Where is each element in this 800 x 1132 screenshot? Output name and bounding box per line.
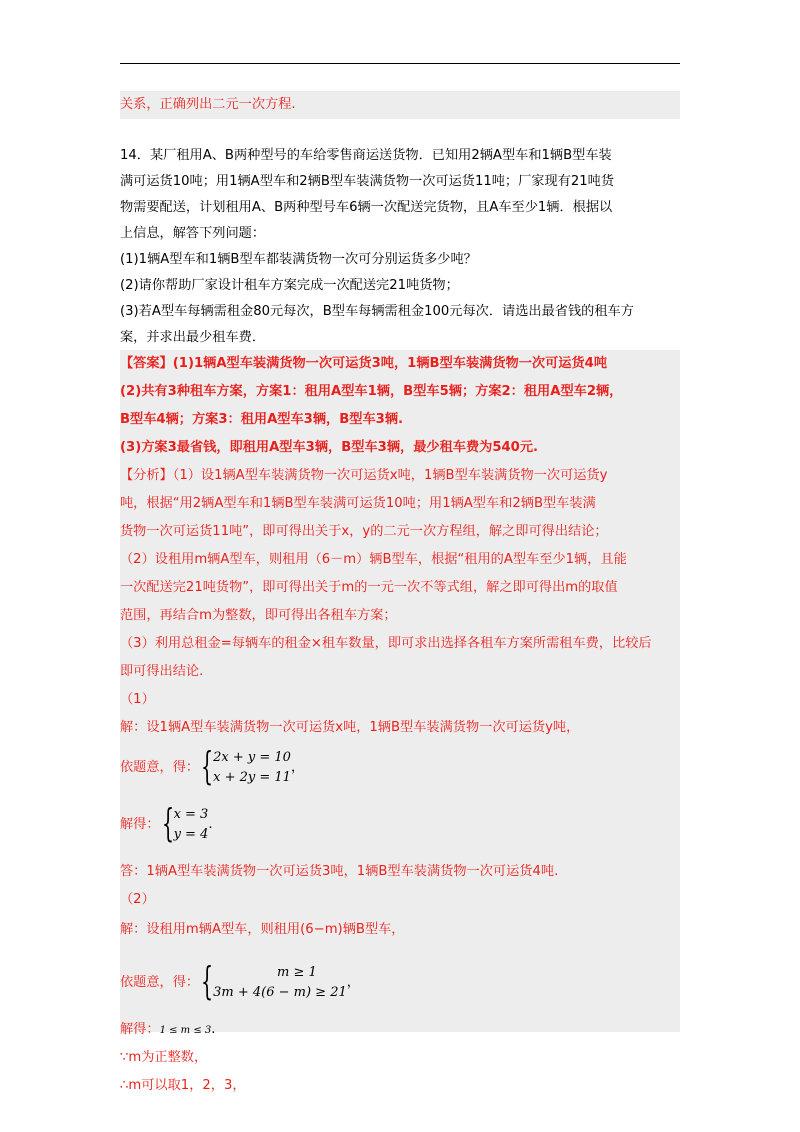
solution-area [120,350,680,1093]
answer-line-1: 【答案】(1)1辆A型车装满货物一次可运货3吨，1辆B型车装满货物一次可运货4吨 [120,356,608,371]
solution-x: x = 3 [173,807,209,822]
solve-range-row: 解得：1 ≤ m ≤ 3. [120,1022,216,1037]
solution-y: y = 4 [173,827,209,842]
inequality-system [201,959,347,1003]
problem-statement [120,143,680,351]
part-1-label: （1） [120,692,155,707]
header-rule [120,63,680,64]
problem-line-4: 上信息，解答下列问题： [120,226,266,241]
continuation-block [120,91,680,119]
problem-line-3: 物需要配送，计划租用A、B两种型号车6辆一次配送完货物，且A车至少1辆．根据以 [120,200,613,215]
answer-section [120,350,680,462]
question-3-line-1: (3)若A型车每辆需租金80元每次，B型车每辆需租金100元每次．请选出最省钱的租车方 [120,304,634,319]
left-brace: { [161,801,174,845]
continuation-text: 关系，正确列出二元一次方程. [120,97,296,112]
analysis-section [120,462,680,686]
answer-line-4: (3)方案3最省钱，即租用A型车3辆，B型车3辆，最少租车费为540元. [120,440,539,455]
inequality-intro: 依题意，得： [120,975,200,990]
equation-intro: 依题意，得： [120,760,200,775]
answer-line-3: B型车4辆；方案3：租用A型车3辆，B型车3辆. [120,412,404,427]
equation-2: x + 2y = 11 [213,770,291,785]
inequality-1: m ≥ 1 [276,965,317,980]
solution-line-5: 解：设租用m辆A型车，则租用(6−m)辆B型车， [120,922,405,937]
m-values-line: ∴m可以取1，2，3， [120,1078,246,1093]
answer-part-1: 答：1辆A型车装满货物一次可运货3吨，1辆B型车装满货物一次可运货4吨. [120,864,559,879]
solve-range-intro: 解得： [120,1022,160,1037]
solution-system-row: 解得： { x = 3 y = 4 . [120,801,213,845]
left-brace: { [201,959,214,1003]
answer-line-2: (2)共有3种租车方案，方案1：租用A型车1辆，B型车5辆；方案2：租用A型车2辆， [120,384,623,399]
range-value: 1 ≤ m ≤ 3 [159,1025,212,1036]
problem-line-1: 14．某厂租用A、B两种型号的车给零售商运送货物．已知用2辆A型车和1辆B型车装 [120,148,612,163]
question-1: (1)1辆A型车和1辆B型车都装满货物一次可分别运货多少吨？ [120,252,477,267]
analysis-line-7: （3）利用总租金=每辆车的租金×租车数量，即可求出选择各租车方案所需租车费，比较后 [120,636,652,651]
analysis-line-8: 即可得出结论. [120,664,204,679]
equation-1: 2x + y = 10 [213,750,291,765]
inequality-2: 3m + 4(6 − m) ≥ 21 [213,985,347,1000]
solution-line-1: 解：设1辆A型车装满货物一次可运货x吨，1辆B型车装满货物一次可运货y吨， [120,720,580,735]
positive-integer-line: ∵m为正整数， [120,1050,208,1065]
analysis-line-3: 货物一次可运货11吨”，即可得出关于x，y的二元一次方程组，解之即可得出结论； [120,524,608,539]
analysis-line-4: （2）设租用m辆A型车，则租用（6－m）辆B型车，根据“租用的A型车至少1辆，且能 [120,552,627,567]
solve-intro: 解得： [120,817,160,832]
question-2: (2)请你帮助厂家设计租车方案完成一次配送完21吨货物； [120,278,459,293]
equation-system-row: 依题意，得： { 2x + y = 10 x + 2y = 11 ， [120,744,305,788]
analysis-line-1: 【分析】（1）设1辆A型车装满货物一次可运货x吨，1辆B型车装满货物一次可运货y [120,468,608,483]
analysis-line-6: 范围，再结合m为整数，即可得出各租车方案； [120,608,397,623]
equation-system [201,744,291,788]
left-brace: { [201,744,214,788]
question-3-line-2: 案，并求出最少租车费． [120,330,266,345]
analysis-line-5: 一次配送完21吨货物”，即可得出关于m的一元一次不等式组，解之即可得出m的取值 [120,580,618,595]
problem-line-2: 满可运货10吨；用1辆A型车和2辆B型车装满货物一次可运货11吨；厂家现有21吨货 [120,174,615,189]
solution-section [120,686,680,1100]
inequality-system-row: 依题意，得： { m ≥ 1 3m + 4(6 − m) ≥ 21 ， [120,959,360,1003]
part-2-label: （2） [120,892,155,907]
analysis-line-2: 吨，根据“用2辆A型车和1辆B型车装满可运货10吨；用1辆A型车和2辆B型车装满 [120,496,596,511]
